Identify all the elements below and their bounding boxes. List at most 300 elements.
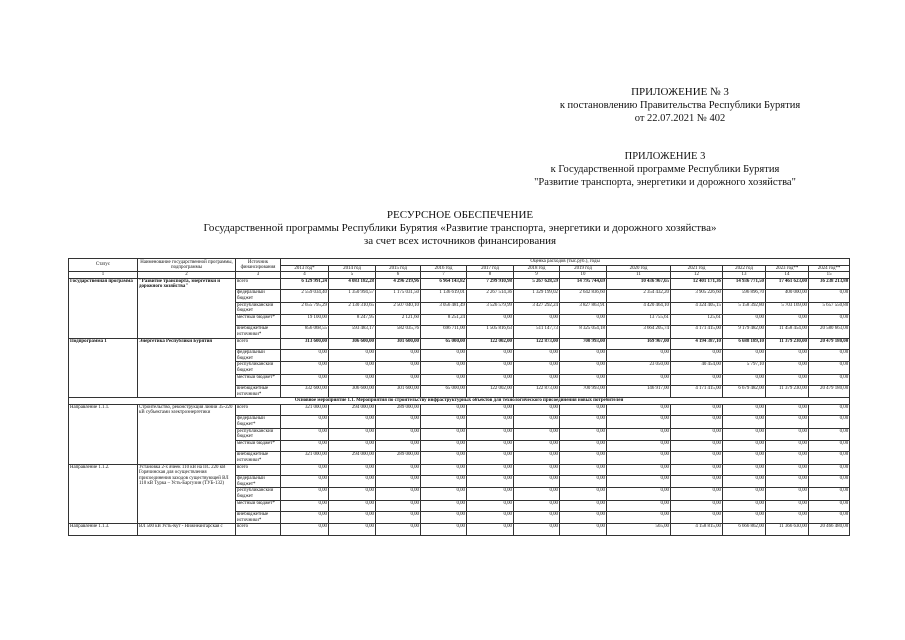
cell-value: 0,00 — [281, 350, 329, 362]
cell-source: всего — [236, 338, 281, 350]
cell-value: 40 454,00 — [671, 362, 723, 374]
column-number: 15 — [809, 272, 850, 279]
cell-value: 700 993,00 — [560, 386, 607, 398]
cell-value: 0,00 — [329, 350, 376, 362]
column-number: 7 — [421, 272, 467, 279]
appendix-program-name: "Развитие транспорта, энергетики и дорожного хозяйства" — [534, 177, 796, 188]
table-row — [69, 404, 850, 416]
cell-value: 0,00 — [809, 374, 850, 386]
cell-value: 0,00 — [421, 500, 467, 512]
cell-value: 0,00 — [376, 500, 421, 512]
cell-value: 5 657 550,80 — [809, 302, 850, 314]
cell-value: 2 267 514,36 — [467, 290, 514, 302]
cell-value: 0,00 — [421, 476, 467, 488]
cell-value: 3 664 205,74 — [607, 326, 671, 338]
table-body — [69, 272, 850, 536]
cell-value: 0,00 — [281, 464, 329, 476]
cell-value: 0,00 — [560, 464, 607, 476]
cell-value: 6 666 862,00 — [723, 524, 766, 536]
cell-value: 0,00 — [809, 464, 850, 476]
cell-value: 0,00 — [560, 452, 607, 464]
cell-value: 321 000,00 — [281, 452, 329, 464]
cell-status: Направление 1.1.3. — [69, 524, 138, 536]
cell-value: 20 466 480,00 — [809, 524, 850, 536]
column-number-row — [69, 272, 850, 279]
cell-value: 2 354 432,20 — [607, 290, 671, 302]
header-year: 2016 год — [421, 265, 467, 272]
section-title: Основное мероприятие 1.1. Мероприятия по строительству инфраструктурных объектов для технологического присоединения новых потребителей — [69, 398, 850, 405]
header-year: 2022 год — [723, 265, 766, 272]
cell-value: 0,00 — [467, 440, 514, 452]
cell-value: 0,00 — [281, 500, 329, 512]
cell-value: 511 147,73 — [514, 326, 560, 338]
section-row — [69, 398, 850, 405]
cell-value: 0,00 — [723, 464, 766, 476]
cell-value: 0,00 — [560, 500, 607, 512]
header-year: 2018 год — [514, 265, 560, 272]
appendix-number: ПРИЛОЖЕНИЕ № 3 — [631, 86, 729, 98]
cell-source: внебюджетные источники* — [236, 326, 281, 338]
title-line-1: РЕСУРСНОЕ ОБЕСПЕЧЕНИЕ — [386, 209, 534, 221]
cell-value: 20 479 180,00 — [809, 386, 850, 398]
cell-source: всего — [236, 464, 281, 476]
cell-value: 0,00 — [467, 500, 514, 512]
appendix-program-ref: к Государственной программе Республики Бурятия — [550, 164, 780, 175]
cell-value: 14 795 744,69 — [560, 278, 607, 290]
cell-value: 2 121,60 — [376, 314, 421, 326]
cell-value: 0,00 — [607, 416, 671, 428]
column-number: 12 — [671, 272, 723, 279]
cell-source: внебюджетные источники* — [236, 386, 281, 398]
cell-value: 0,00 — [671, 452, 723, 464]
cell-value: 0,00 — [376, 350, 421, 362]
cell-value: 0,00 — [560, 416, 607, 428]
title-line-2: Государственной программы Республики Бурятия «Развитие транспорта, энергетики и дорожного хозяйства» — [203, 222, 717, 234]
cell-name: "Развитие транспорта, энергетики и дорожного хозяйства" — [138, 278, 236, 338]
cell-value: 0,00 — [376, 512, 421, 524]
cell-value: 0,00 — [671, 416, 723, 428]
table-row — [69, 338, 850, 350]
cell-status: Направление 1.1.1. — [69, 404, 138, 464]
cell-status: Направление 1.1.2. — [69, 464, 138, 524]
cell-value: 3 526 579,99 — [467, 302, 514, 314]
cell-value: 0,00 — [514, 362, 560, 374]
cell-value: 4 171 415,00 — [671, 326, 723, 338]
header-estimate: Оценка расходов (тыс.руб.), годы — [281, 259, 850, 266]
cell-value: 0,00 — [421, 362, 467, 374]
cell-value: 6 964 143,82 — [421, 278, 467, 290]
cell-value: 0,00 — [723, 428, 766, 440]
cell-value: 4 420 464,10 — [607, 302, 671, 314]
cell-source: внебюджетные источники* — [236, 512, 281, 524]
cell-value: 0,00 — [329, 440, 376, 452]
cell-value: 0,00 — [281, 488, 329, 500]
cell-value: 582 035,76 — [376, 326, 421, 338]
cell-value: 289 000,00 — [376, 404, 421, 416]
cell-value: 0,00 — [281, 440, 329, 452]
cell-value: 0,00 — [607, 440, 671, 452]
cell-value: 0,00 — [376, 524, 421, 536]
cell-value: 0,00 — [809, 500, 850, 512]
cell-value: 14 936 771,50 — [723, 278, 766, 290]
cell-value: 0,00 — [376, 488, 421, 500]
cell-value: 321 000,00 — [281, 404, 329, 416]
cell-value: 0,00 — [809, 416, 850, 428]
cell-value: 3 827 863,91 — [560, 302, 607, 314]
cell-value: 11 366 630,00 — [766, 524, 809, 536]
column-number: 2 — [138, 272, 236, 279]
cell-value: 0,00 — [723, 452, 766, 464]
cell-value: 0,00 — [514, 416, 560, 428]
cell-source: всего — [236, 524, 281, 536]
cell-value: 565,00 — [607, 524, 671, 536]
cell-value: 0,00 — [809, 488, 850, 500]
cell-source: местный бюджет* — [236, 500, 281, 512]
cell-name: Строительство, реконструкция линий 35-220 кВ субъектами электроэнергетики — [138, 404, 236, 464]
cell-value: 0,00 — [607, 428, 671, 440]
cell-value: 0,00 — [560, 512, 607, 524]
appendix-header-resolution — [530, 86, 830, 125]
cell-value: 0,00 — [723, 374, 766, 386]
cell-value: 125,61 — [671, 314, 723, 326]
cell-value: 0,00 — [671, 428, 723, 440]
cell-value: 0,00 — [671, 374, 723, 386]
cell-value: 8 325 054,18 — [560, 326, 607, 338]
title-line-3: за счет всех источников финансирования — [363, 235, 557, 247]
cell-value: 0,00 — [766, 416, 809, 428]
cell-value: 0,00 — [671, 500, 723, 512]
column-number: 9 — [514, 272, 560, 279]
cell-value: 5 797,10 — [723, 362, 766, 374]
cell-value: 0,00 — [560, 350, 607, 362]
cell-value: 5 267 628,59 — [514, 278, 560, 290]
cell-value: 0,00 — [560, 440, 607, 452]
cell-value: 0,00 — [514, 500, 560, 512]
cell-value: 0,00 — [376, 428, 421, 440]
cell-value: 0,00 — [607, 404, 671, 416]
cell-value: 169 967,00 — [607, 338, 671, 350]
column-number: 3 — [236, 272, 281, 279]
header-year: 2021 год — [671, 265, 723, 272]
cell-value: 0,00 — [281, 416, 329, 428]
cell-value: 0,00 — [607, 452, 671, 464]
header-year: 2020 год — [607, 265, 671, 272]
cell-value: 0,00 — [329, 500, 376, 512]
cell-value: 5 158 392,80 — [723, 302, 766, 314]
cell-value: 0,00 — [329, 476, 376, 488]
cell-source: федеральный бюджет* — [236, 416, 281, 428]
cell-value: 0,00 — [723, 350, 766, 362]
cell-value: 1 505 816,63 — [467, 326, 514, 338]
cell-value: 0,00 — [514, 452, 560, 464]
cell-value: 0,00 — [421, 440, 467, 452]
cell-value: 0,00 — [723, 416, 766, 428]
appendix-resolution-date: от 22.07.2021 № 402 — [634, 113, 726, 124]
cell-value: 294 000,00 — [329, 452, 376, 464]
cell-value: 13 755,61 — [607, 314, 671, 326]
cell-value: 332 600,00 — [281, 386, 329, 398]
cell-value: 4 324 405,15 — [671, 302, 723, 314]
cell-value: 0,00 — [376, 476, 421, 488]
cell-source: внебюджетные источники* — [236, 452, 281, 464]
cell-value: 0,00 — [671, 350, 723, 362]
cell-value: 0,00 — [467, 452, 514, 464]
cell-value: 306 600,00 — [329, 386, 376, 398]
column-number: 1 — [69, 272, 138, 279]
cell-value: 0,00 — [560, 476, 607, 488]
cell-status: Государственная программа — [69, 278, 138, 338]
cell-value: 2 655 795,29 — [281, 302, 329, 314]
cell-value: 400 000,00 — [766, 290, 809, 302]
cell-value: 0,00 — [421, 464, 467, 476]
header-year: 2017 год — [467, 265, 514, 272]
cell-value: 0,00 — [723, 488, 766, 500]
cell-value: 0,00 — [671, 512, 723, 524]
cell-value: 0,00 — [514, 404, 560, 416]
cell-value: 7 299 910,98 — [467, 278, 514, 290]
table-row — [69, 524, 850, 536]
cell-value: 0,00 — [723, 314, 766, 326]
cell-value: 2 559 034,40 — [281, 290, 329, 302]
cell-value: 122 873,00 — [514, 386, 560, 398]
cell-value: 0,00 — [809, 362, 850, 374]
cell-value: 0,00 — [514, 428, 560, 440]
cell-value: 301 600,00 — [376, 338, 421, 350]
cell-value: 0,00 — [671, 404, 723, 416]
cell-value: 0,00 — [766, 500, 809, 512]
cell-value: 122 873,00 — [514, 338, 560, 350]
cell-source: федеральный бюджет — [236, 290, 281, 302]
cell-value: 0,00 — [514, 476, 560, 488]
cell-value: 0,00 — [723, 512, 766, 524]
cell-value: 313 600,00 — [281, 338, 329, 350]
cell-value: 65 000,00 — [421, 338, 467, 350]
cell-value: 0,00 — [560, 488, 607, 500]
cell-value: 146 917,00 — [607, 386, 671, 398]
cell-value: 0,00 — [329, 428, 376, 440]
cell-source: республиканский бюджет — [236, 428, 281, 440]
cell-source: республиканский бюджет — [236, 302, 281, 314]
cell-value: 0,00 — [809, 440, 850, 452]
cell-value: 0,00 — [421, 428, 467, 440]
cell-value: 0,00 — [809, 290, 850, 302]
cell-value: 0,00 — [421, 404, 467, 416]
cell-value: 4 158 815,00 — [671, 524, 723, 536]
cell-value: 0,00 — [281, 362, 329, 374]
cell-value: 700 993,00 — [560, 338, 607, 350]
cell-value: 0,00 — [560, 314, 607, 326]
header-year: 2013 год* — [281, 265, 329, 272]
column-number: 11 — [607, 272, 671, 279]
cell-source: местный бюджет* — [236, 440, 281, 452]
cell-value: 0,00 — [809, 428, 850, 440]
column-number: 6 — [376, 272, 421, 279]
header-year: 2023 год** — [766, 265, 809, 272]
cell-value: 0,00 — [467, 362, 514, 374]
table-row — [69, 464, 850, 476]
cell-value: 0,00 — [514, 488, 560, 500]
cell-value: 6 688 189,10 — [723, 338, 766, 350]
cell-value: 4 296 219,96 — [376, 278, 421, 290]
cell-value: 0,00 — [421, 350, 467, 362]
cell-value: 3 056 481,49 — [421, 302, 467, 314]
cell-value: 0,00 — [766, 374, 809, 386]
cell-value: 9 179 482,00 — [723, 326, 766, 338]
cell-name: ВЛ 500 кВ Усть-Кут - Нижнеангарская с — [138, 524, 236, 536]
cell-value: 0,00 — [514, 374, 560, 386]
cell-value: 0,00 — [467, 416, 514, 428]
cell-value: 0,00 — [766, 440, 809, 452]
cell-value: 0,00 — [766, 350, 809, 362]
cell-name: Энергетика Республики Бурятия — [138, 338, 236, 398]
cell-value: 0,00 — [560, 362, 607, 374]
cell-value: 0,00 — [514, 512, 560, 524]
cell-value: 36 238 213,80 — [809, 278, 850, 290]
cell-value: 6 679 482,00 — [723, 386, 766, 398]
cell-value: 0,00 — [560, 374, 607, 386]
cell-value: 0,00 — [467, 374, 514, 386]
cell-value: 2 507 040,10 — [376, 302, 421, 314]
cell-value: 4 083 182,28 — [329, 278, 376, 290]
cell-value: 0,00 — [766, 512, 809, 524]
cell-value: 17 461 623,00 — [766, 278, 809, 290]
cell-value: 20 580 663,00 — [809, 326, 850, 338]
cell-value: 0,00 — [723, 440, 766, 452]
cell-value: 0,00 — [671, 476, 723, 488]
cell-value: 856 068,55 — [281, 326, 329, 338]
table-row — [69, 278, 850, 290]
cell-value: 596 896,70 — [723, 290, 766, 302]
cell-value: 0,00 — [607, 488, 671, 500]
cell-value: 0,00 — [467, 350, 514, 362]
cell-source: республиканский бюджет — [236, 488, 281, 500]
cell-value: 0,00 — [671, 440, 723, 452]
cell-value: 0,00 — [809, 404, 850, 416]
cell-value: 0,00 — [607, 374, 671, 386]
header-status: Статус — [69, 259, 138, 272]
cell-value: 0,00 — [467, 314, 514, 326]
cell-value: 593 483,17 — [329, 326, 376, 338]
cell-value: 0,00 — [281, 476, 329, 488]
cell-value: 0,00 — [467, 488, 514, 500]
cell-value: 1 329 199,02 — [514, 290, 560, 302]
cell-value: 20 479 180,00 — [809, 338, 850, 350]
cell-value: 3 427 292,24 — [514, 302, 560, 314]
cell-value: 23 050,00 — [607, 362, 671, 374]
document-title — [90, 209, 830, 248]
cell-source: местный бюджет* — [236, 374, 281, 386]
cell-value: 0,00 — [329, 512, 376, 524]
cell-value: 0,00 — [723, 476, 766, 488]
column-number: 8 — [467, 272, 514, 279]
cell-value: 0,00 — [766, 452, 809, 464]
cell-value: 8 251,24 — [421, 314, 467, 326]
cell-value: 0,00 — [809, 314, 850, 326]
header-name: Наименование государственной программы, подпрограммы — [138, 259, 236, 272]
cell-value: 0,00 — [514, 350, 560, 362]
cell-value: 306 600,00 — [329, 338, 376, 350]
cell-value: 4 194 387,10 — [671, 338, 723, 350]
cell-value: 0,00 — [421, 374, 467, 386]
cell-value: 12 401 171,36 — [671, 278, 723, 290]
cell-source: федеральный бюджет — [236, 350, 281, 362]
cell-value: 0,00 — [671, 488, 723, 500]
resource-table — [68, 258, 850, 536]
cell-value: 0,00 — [329, 464, 376, 476]
cell-value: 0,00 — [671, 464, 723, 476]
cell-value: 0,00 — [329, 488, 376, 500]
cell-value: 0,00 — [607, 476, 671, 488]
cell-value: 0,00 — [560, 524, 607, 536]
cell-value: 0,00 — [607, 500, 671, 512]
cell-value: 0,00 — [514, 464, 560, 476]
cell-value: 0,00 — [329, 362, 376, 374]
cell-value: 122 002,00 — [467, 338, 514, 350]
cell-value: 0,00 — [560, 404, 607, 416]
cell-value: 0,00 — [421, 524, 467, 536]
cell-value: 0,00 — [421, 416, 467, 428]
cell-value: 0,00 — [281, 512, 329, 524]
header-year: 2014 год — [329, 265, 376, 272]
cell-value: 0,00 — [421, 488, 467, 500]
cell-value: 0,00 — [281, 374, 329, 386]
cell-source: местный бюджет* — [236, 314, 281, 326]
cell-value: 0,00 — [514, 440, 560, 452]
cell-value: 0,00 — [329, 416, 376, 428]
cell-value: 1 136 619,01 — [421, 290, 467, 302]
cell-value: 301 600,00 — [376, 386, 421, 398]
cell-value: 0,00 — [467, 404, 514, 416]
cell-value: 0,00 — [766, 314, 809, 326]
cell-value: 0,00 — [376, 362, 421, 374]
cell-name: Установка 2-х ячеек 110 кВ на ПС 220 кВ Горячинская для осуществления присоединения заходов существующей ВЛ 110 кВ Турка – Усть-Баргузин (ТУБ-132) — [138, 464, 236, 524]
cell-value: 11 458 454,00 — [766, 326, 809, 338]
cell-value: 65 000,00 — [421, 386, 467, 398]
cell-source: всего — [236, 278, 281, 290]
cell-source: всего — [236, 404, 281, 416]
cell-value: 0,00 — [376, 440, 421, 452]
cell-value: 0,00 — [514, 524, 560, 536]
cell-value: 5 703 169,00 — [766, 302, 809, 314]
cell-value: 0,00 — [607, 464, 671, 476]
cell-value: 4 171 415,00 — [671, 386, 723, 398]
cell-value: 8 247,95 — [329, 314, 376, 326]
cell-value: 0,00 — [421, 512, 467, 524]
cell-value: 0,00 — [376, 416, 421, 428]
header-year: 2019 год — [560, 265, 607, 272]
cell-value: 0,00 — [376, 464, 421, 476]
cell-value: 0,00 — [809, 350, 850, 362]
header-year: 2024 год** — [809, 265, 850, 272]
cell-value: 122 002,00 — [467, 386, 514, 398]
cell-value: 6 129 991,24 — [281, 278, 329, 290]
cell-value: 2 642 836,60 — [560, 290, 607, 302]
cell-value: 0,00 — [281, 524, 329, 536]
cell-value: 0,00 — [766, 362, 809, 374]
cell-value: 0,00 — [809, 512, 850, 524]
appendix-program-number: ПРИЛОЖЕНИЕ 3 — [624, 151, 706, 162]
cell-value: 0,00 — [281, 428, 329, 440]
cell-value: 0,00 — [467, 464, 514, 476]
cell-value: 10 436 967,65 — [607, 278, 671, 290]
cell-value: 696 711,00 — [421, 326, 467, 338]
cell-value: 0,00 — [514, 314, 560, 326]
cell-value: 0,00 — [766, 488, 809, 500]
cell-value: 0,00 — [766, 464, 809, 476]
cell-value: 0,00 — [809, 452, 850, 464]
cell-value: 0,00 — [467, 512, 514, 524]
appendix-header-program — [485, 150, 845, 189]
